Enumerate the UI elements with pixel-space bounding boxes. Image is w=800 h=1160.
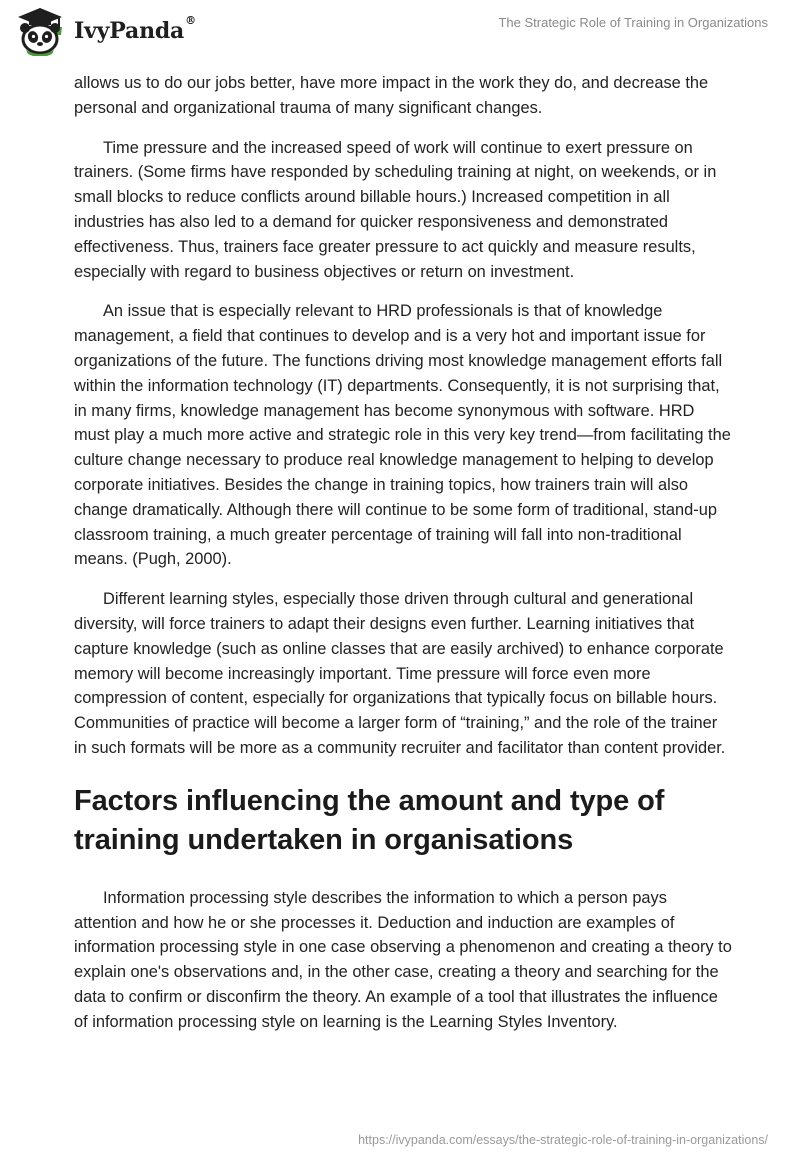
paragraph: allows us to do our jobs better, have more impact in the work they do, and decrease the personal and organizational trauma of many significant changes. [74,74,709,117]
registered-mark: ® [185,14,196,27]
paragraph: Time pressure and the increased speed of work will continue to exert pressure on trainers. (Some firms have responded by scheduling training at night, on weekends, or in small blocks to reduce conflicts around billable hours.) Increased competition in all industries has also led to a demand for quicker responsiveness and demonstrated effectiveness. Thus, trainers face greater pressure to act quickly and measure results, especially with regard to business objectives or return on investment. [74,138,717,281]
paragraph: An issue that is especially relevant to HRD professionals is that of knowledge management, a field that continues to develop and is a very hot and important issue for organizations of the future. The functions driving most knowledge management efforts fall within the information technology (IT) departments. Consequently, it is not surprising that, in many firms, knowledge management has become synonymous with software. HRD must play a much more active and strategic role in this very key trend—from facilitating the culture change necessary to produce real knowledge management to helping to develop corporate initiatives. Besides the change in training topics, how trainers train will also change dramatically. Although there will continue to be some form of traditional, stand-up classroom training, a much greater percentage of training will fall into non-traditional means. (Pugh, 2000). [74,302,731,569]
site-logo[interactable] [14,6,196,56]
logo-text [74,14,196,44]
essay-body [74,71,734,1050]
paragraph: Different learning styles, especially those driven through cultural and generational diversity, will force trainers to adapt their designs even further. Learning initiatives that capture knowledge (such as online classes that are easily archived) to enhance corporate memory will become increasingly important. Time pressure will force even more compression of content, especially for organizations that typically focus on billable hours. Communities of practice will become a larger form of “training,” and the role of the trainer in such formats will be more as a community recruiter and facilitator than content provider. [74,590,726,757]
document-title: The Strategic Role of Training in Organizations [498,15,768,30]
paragraph: Information processing style describes the information to which a person pays attention and how he or she processes it. Deduction and induction are examples of information processing style in one case observing a phenomenon and creating a theory to explain one's observations and, in the other case, creating a theory and searching for the data to confirm or disconfirm the theory. An example of a tool that illustrates the influence of information processing style on learning is the Learning Styles Inventory. [74,888,732,1031]
page-header [0,0,800,70]
section-heading: Factors influencing the amount and type of training undertaken in organisations [74,784,665,856]
source-url[interactable]: https://ivypanda.com/essays/the-strategic-role-of-training-in-organizations/ [358,1133,768,1147]
logo-wordmark: IvyPanda [74,18,185,44]
panda-graduate-icon [14,6,66,56]
